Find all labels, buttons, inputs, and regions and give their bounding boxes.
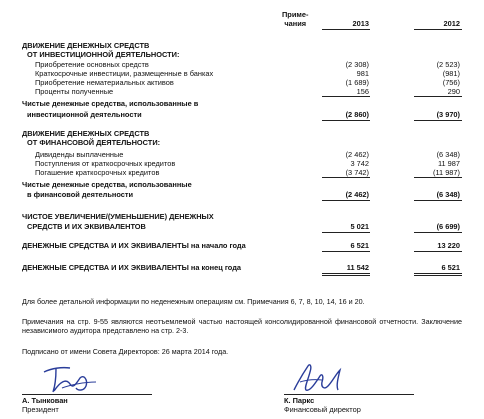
financing-total-2012: (6 348) — [436, 190, 460, 199]
investing-subtotal-rule-2012 — [414, 96, 462, 97]
financing-row-2012: (11 987) — [433, 168, 460, 177]
cash-ending-double-rule-2013 — [322, 273, 370, 276]
financing-row-label: Дивиденды выплаченные — [35, 150, 124, 159]
notes-header-line1: Приме- — [282, 10, 309, 19]
notes-header-line2: чания — [284, 19, 307, 28]
net-change-label-line2: СРЕДСТВ И ИХ ЭКВИВАЛЕНТОВ — [27, 222, 146, 231]
financing-total-label-line1: Чистые денежные средства, использованные — [22, 180, 192, 189]
integral-part-note: Примечания на стр. 9-55 являются неотъемлемой частью настоящей консолидированной финансовой отчетности. Заключение независимого аудитора представлено на стр. 2-3. — [22, 317, 462, 336]
year-2013-header: 2013 — [352, 19, 369, 28]
cash-ending-label: ДЕНЕЖНЫЕ СРЕДСТВА И ИХ ЭКВИВАЛЕНТЫ на конец года — [22, 263, 242, 272]
investing-row-label: Приобретение нематериальных активов — [35, 78, 174, 87]
president-title: Президент — [22, 405, 59, 414]
financing-total-rule-2012 — [414, 200, 462, 201]
cash-beginning-2012: 13 220 — [437, 241, 460, 250]
financing-row-2013: (2 462) — [345, 150, 369, 159]
investing-row-2012: (2 523) — [436, 60, 460, 69]
investing-row-2012: 290 — [447, 87, 460, 96]
signed-note: Подписано от имени Совета Директоров: 26 марта 2014 года. — [22, 347, 229, 356]
investing-row-2012: (981) — [442, 69, 460, 78]
notes-column-header — [282, 10, 308, 28]
net-change-2013: 5 021 — [350, 222, 369, 231]
cfo-title: Финансовый директор — [284, 405, 361, 414]
investing-row-2013: (2 308) — [345, 60, 369, 69]
investing-row-2013: 981 — [356, 69, 369, 78]
cash-beginning-label: ДЕНЕЖНЫЕ СРЕДСТВА И ИХ ЭКВИВАЛЕНТЫ на начало года — [22, 241, 246, 250]
cfo-signature-line — [284, 394, 414, 395]
financing-title-line1: ДВИЖЕНИЕ ДЕНЕЖНЫХ СРЕДСТВ — [22, 129, 150, 138]
investing-total-2013: (2 860) — [345, 110, 369, 119]
cash-beginning-rule-2012 — [414, 251, 462, 252]
cash-ending-double-rule-2012 — [414, 273, 462, 276]
cash-ending-2013: 11 542 — [346, 263, 369, 272]
year-2013-header-rule — [322, 29, 370, 30]
net-change-rule-2012 — [414, 232, 462, 233]
net-change-rule-2013 — [322, 232, 370, 233]
financing-row-2013: 3 742 — [350, 159, 369, 168]
cash-beginning-2013: 6 521 — [350, 241, 369, 250]
investing-row-label: Приобретение основных средств — [35, 60, 149, 69]
noncash-note: Для более детальной информации по неденежным операциям см. Примечания 6, 7, 8, 10, 14, 16 и 20. — [22, 297, 365, 306]
cash-ending-2012: 6 521 — [441, 263, 460, 272]
net-change-label-line1: ЧИСТОЕ УВЕЛИЧЕНИЕ/(УМЕНЬШЕНИЕ) ДЕНЕЖНЫХ — [22, 212, 214, 221]
investing-row-2012: (756) — [442, 78, 460, 87]
investing-title-line1: ДВИЖЕНИЕ ДЕНЕЖНЫХ СРЕДСТВ — [22, 41, 150, 50]
investing-row-label: Краткосрочные инвестиции, размещенные в банках — [35, 69, 214, 78]
cfo-name: К. Паркс — [284, 396, 315, 405]
investing-subtotal-rule-2013 — [322, 96, 370, 97]
financing-row-2013: (3 742) — [345, 168, 369, 177]
investing-total-label-line1: Чистые денежные средства, использованные в — [22, 99, 199, 108]
financing-total-label-line2: в финансовой деятельности — [27, 190, 134, 199]
financing-subtotal-rule-2013 — [322, 177, 370, 178]
investing-row-2013: (1 689) — [345, 78, 369, 87]
year-2012-header-rule — [414, 29, 462, 30]
investing-total-2012: (3 970) — [436, 110, 460, 119]
financing-row-label: Погашение краткосрочных кредитов — [35, 168, 160, 177]
financing-row-2012: (6 348) — [436, 150, 460, 159]
financing-row-label: Поступления от краткосрочных кредитов — [35, 159, 176, 168]
investing-row-2013: 156 — [356, 87, 369, 96]
investing-total-rule-2013 — [322, 120, 370, 121]
financing-subtotal-rule-2012 — [414, 177, 462, 178]
investing-total-label-line2: инвестиционной деятельности — [27, 110, 142, 119]
president-signature-icon — [40, 358, 100, 398]
financing-title-line2: ОТ ФИНАНСОВОЙ ДЕЯТЕЛЬНОСТИ: — [27, 138, 161, 147]
investing-total-rule-2012 — [414, 120, 462, 121]
investing-title-line2: ОТ ИНВЕСТИЦИОННОЙ ДЕЯТЕЛЬНОСТИ: — [27, 50, 180, 59]
year-2012-header: 2012 — [443, 19, 460, 28]
investing-row-label: Проценты полученные — [35, 87, 114, 96]
president-signature-line — [22, 394, 152, 395]
net-change-2012: (6 699) — [436, 222, 460, 231]
financing-total-rule-2013 — [322, 200, 370, 201]
financing-total-2013: (2 462) — [345, 190, 369, 199]
financing-row-2012: 11 987 — [437, 159, 460, 168]
cash-beginning-rule-2013 — [322, 251, 370, 252]
cfo-signature-icon — [286, 360, 356, 396]
president-name: А. Тынкован — [22, 396, 68, 405]
